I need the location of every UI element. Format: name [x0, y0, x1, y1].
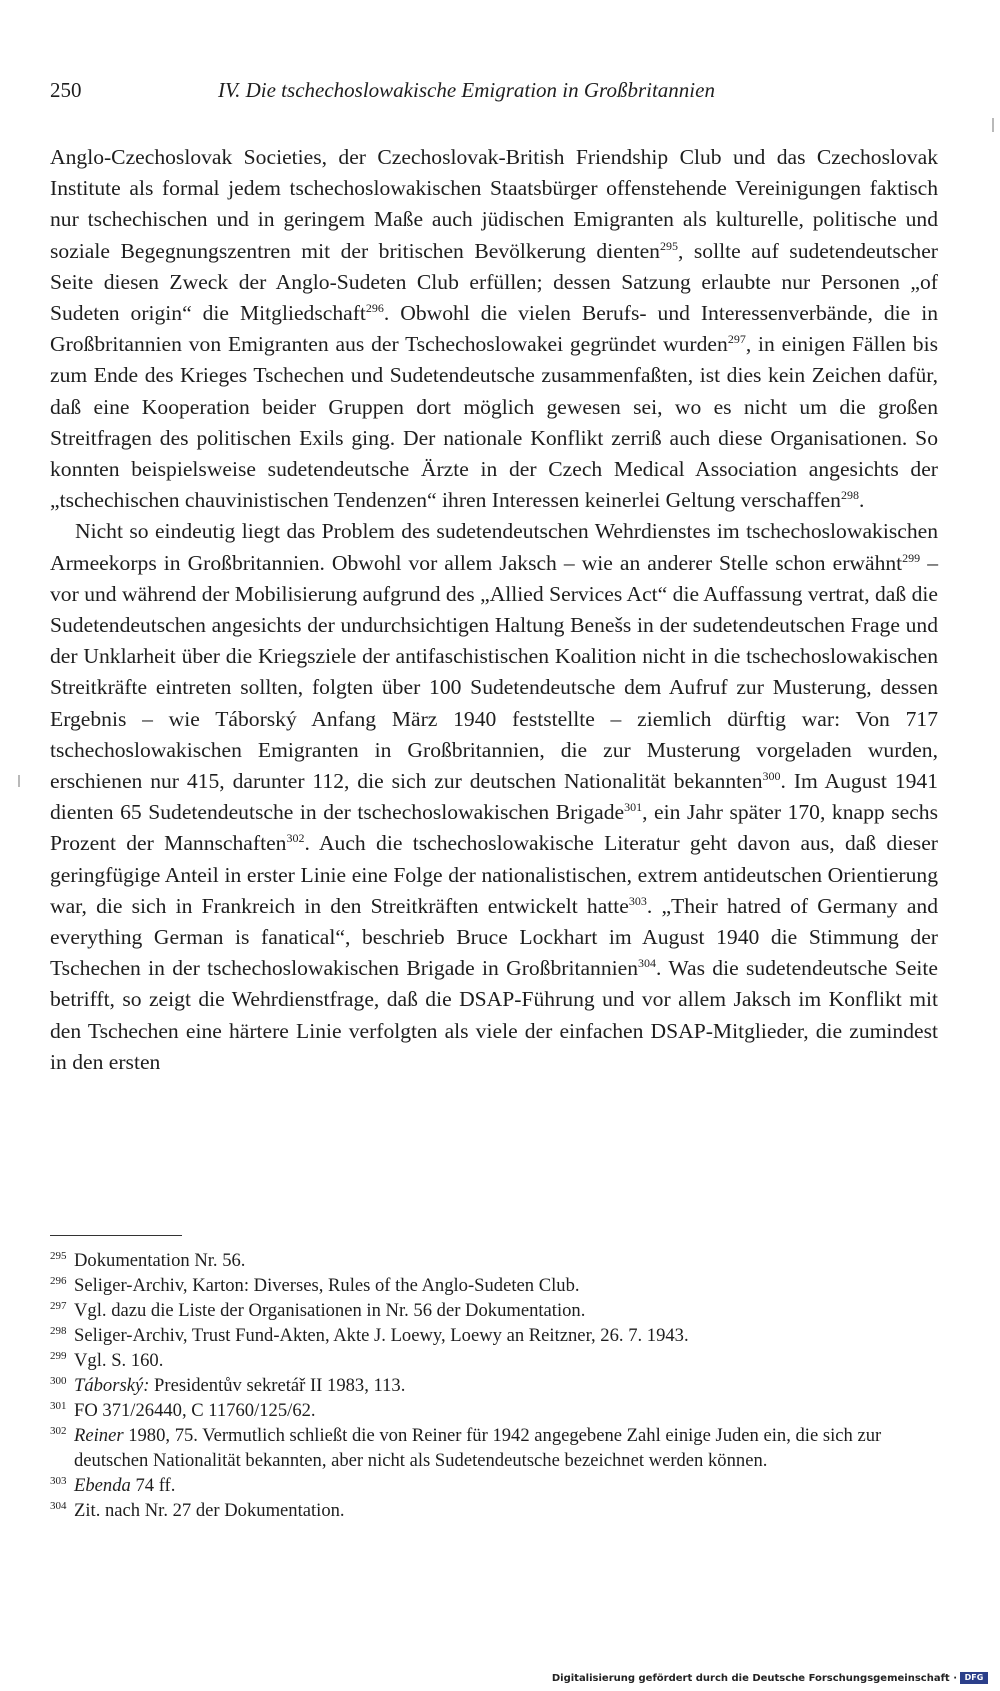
footnote-divider [50, 1235, 182, 1236]
text-segment: 74 ff. [130, 1475, 176, 1496]
text-segment: Presidentův sekretář II 1983, 113. [149, 1375, 406, 1396]
banner-text: Digitalisierung gefördert durch die Deutsche Forschungsgemeinschaft · [551, 1672, 957, 1684]
page-edge-mark [992, 118, 994, 132]
paragraph [50, 516, 938, 1078]
text-segment: . Im August 1941 dienten 65 Sudetendeutsche in der tschechoslowakischen Brigade [50, 769, 939, 825]
footnote-reference: 298 [840, 488, 859, 503]
footnote-number: 297 [50, 1300, 67, 1312]
body-text [50, 142, 938, 1078]
text-segment: . Obwohl die vielen Berufs- und Interessenverbände, die in Großbritannien von Emigranten aus der Tschechoslowakei gegründet wurden [50, 301, 939, 357]
digitization-banner [552, 1672, 988, 1684]
footnote-reference: 297 [727, 332, 746, 347]
footnote-number: 304 [50, 1500, 67, 1512]
dfg-logo: DFG [960, 1672, 988, 1684]
footnote [50, 1248, 938, 1273]
footnote [50, 1473, 938, 1498]
footnote-reference: 302 [286, 831, 305, 846]
footnote [50, 1498, 938, 1523]
citation-author: Reiner [74, 1425, 124, 1446]
footnote-number: 295 [50, 1250, 67, 1262]
footnote-number: 299 [50, 1350, 67, 1362]
footnote-number: 296 [50, 1275, 67, 1287]
text-segment: Seliger-Archiv, Trust Fund-Akten, Akte J. Loewy, Loewy an Reitzner, 26. 7. 1943. [74, 1325, 689, 1346]
paragraph [50, 142, 938, 516]
footnote [50, 1373, 938, 1398]
text-segment: Vgl. S. 160. [74, 1350, 164, 1371]
footnote [50, 1398, 938, 1423]
text-segment: . Auch die tschechoslowakische Literatur geht davon aus, daß dieser geringfügige Anteil in erster Linie eine Folge der nationalistischen, extrem antideutschen Orientierung war, die sich in Frankreich in den Streitkräften entwickelt hatte [50, 831, 938, 918]
text-segment: Dokumentation Nr. 56. [74, 1250, 246, 1271]
footnote-reference: 300 [762, 769, 781, 784]
footnote-reference: 296 [365, 301, 384, 316]
page-number: 250 [50, 78, 82, 102]
text-segment: 1980, 75. Vermutlich schließt die von Reiner für 1942 angegebene Zahl einige Juden ein, die sich zur deutschen Nationalität bekannten, aber nicht als Sudetendeutsche bezeichnet werden können. [74, 1425, 882, 1471]
text-segment: , ein Jahr später 170, knapp sechs Prozent der Mannschaften [50, 800, 938, 856]
text-segment: Nicht so eindeutig liegt das Problem des sudetendeutschen Wehrdienstes im tschechoslowakischen Armeekorps in Großbritannien. Obwohl vor allem Jaksch – wie an anderer Stelle schon erwähnt [50, 519, 938, 575]
text-segment: FO 371/26440, C 11760/125/62. [74, 1400, 316, 1421]
footnote [50, 1348, 938, 1373]
text-segment: . Was die sudetendeutsche Seite betrifft, so zeigt die Wehrdienstfrage, daß die DSAP-Führung und vor allem Jaksch im Konflikt mit den Tschechen eine härtere Linie verfolgten als viele der einfachen DSAP-Mitglieder, die zumindest in den ersten [50, 956, 938, 1074]
text-segment: Seliger-Archiv, Karton: Diverses, Rules of the Anglo-Sudeten Club. [74, 1275, 580, 1296]
text-segment: Anglo-Czechoslovak Societies, der Czechoslovak-British Friendship Club und das Czechoslovak Institute als formal jedem tschechoslowakischen Staatsbürger offenstehende Vereinigungen faktisch nur tschechischen und in geringem Maße auch jüdischen Emigranten als kulturelle, politische und soziale Begegnungszentren mit der britischen Bevölkerung dienten [50, 145, 938, 263]
text-segment: , sollte auf sudetendeutscher Seite diesen Zweck der Anglo-Sudeten Club erfüllen; dessen Satzung erlaubte nur Personen „of Sudeten origin“ die Mitgliedschaft [50, 238, 938, 326]
text-segment: , in einigen Fällen bis zum Ende des Krieges Tschechen und Sudetendeutsche zusammenfaßten, ist dies kein Zeichen dafür, daß eine Kooperation beider Gruppen dort möglich gewesen sei, wo es nicht um die großen Streitfragen des politischen Exils ging. Der nationale Konflikt zerriß auch diese Organisationen. So konnten beispielsweise sudetendeutsche Ärzte in der Czech Medical Association angesichts der „tschechischen chauvinistischen Tendenzen“ ihren Interessen keinerlei Geltung verschaffen [50, 332, 938, 513]
page-header [50, 78, 930, 110]
footnote-reference: 301 [624, 800, 643, 815]
page-edge-mark [18, 775, 20, 787]
text-segment: – vor und während der Mobilisierung aufgrund des „Allied Services Act“ die Auffassung vertrat, daß die Sudetendeutschen angesichts der undurchsichtigen Haltung Benešs in der sudetendeutschen Frage und der Unklarheit über die Kriegsziele der antifaschistischen Koalition nicht in die tschechoslowakischen Streitkräfte eintreten sollten, folgten über 100 Sudetendeutsche dem Aufruf zur Musterung, dessen Ergebnis – wie Táborský Anfang März 1940 feststellte – ziemlich dürftig war: Von 717 tschechoslowakischen Emigranten in Großbritannien, die zur Musterung vorgeladen wurden, erschienen nur 415, darunter 112, die sich zur deutschen Nationalität bekannten [50, 550, 938, 794]
footnote [50, 1298, 938, 1323]
footnote-number: 303 [50, 1475, 67, 1487]
text-segment: Vgl. dazu die Liste der Organisationen in Nr. 56 der Dokumentation. [74, 1300, 586, 1321]
text-segment: . „Their hatred of Germany and everything German is fanatical“, beschrieb Bruce Lockhart im August 1940 die Stimmung der Tschechen in der tschechoslowakischen Brigade in Großbritannien [50, 893, 939, 981]
citation-author: Táborský: [74, 1375, 150, 1396]
footnote-reference: 304 [638, 956, 657, 971]
text-segment: Zit. nach Nr. 27 der Dokumentation. [74, 1500, 345, 1521]
footnote-reference: 299 [902, 550, 921, 565]
footnote [50, 1323, 938, 1348]
footnote-number: 302 [50, 1425, 67, 1437]
footnote-reference: 295 [659, 238, 678, 253]
footnote-number: 300 [50, 1375, 67, 1387]
footnote-reference: 303 [628, 893, 647, 908]
citation-author: Ebenda [74, 1475, 131, 1496]
footnote [50, 1273, 938, 1298]
footnote-number: 298 [50, 1325, 67, 1337]
text-segment: . [858, 488, 865, 513]
footnote-number: 301 [50, 1400, 67, 1412]
footnote [50, 1423, 938, 1473]
footnotes [50, 1248, 938, 1523]
running-head: IV. Die tschechoslowakische Emigration in Großbritannien [218, 78, 715, 102]
